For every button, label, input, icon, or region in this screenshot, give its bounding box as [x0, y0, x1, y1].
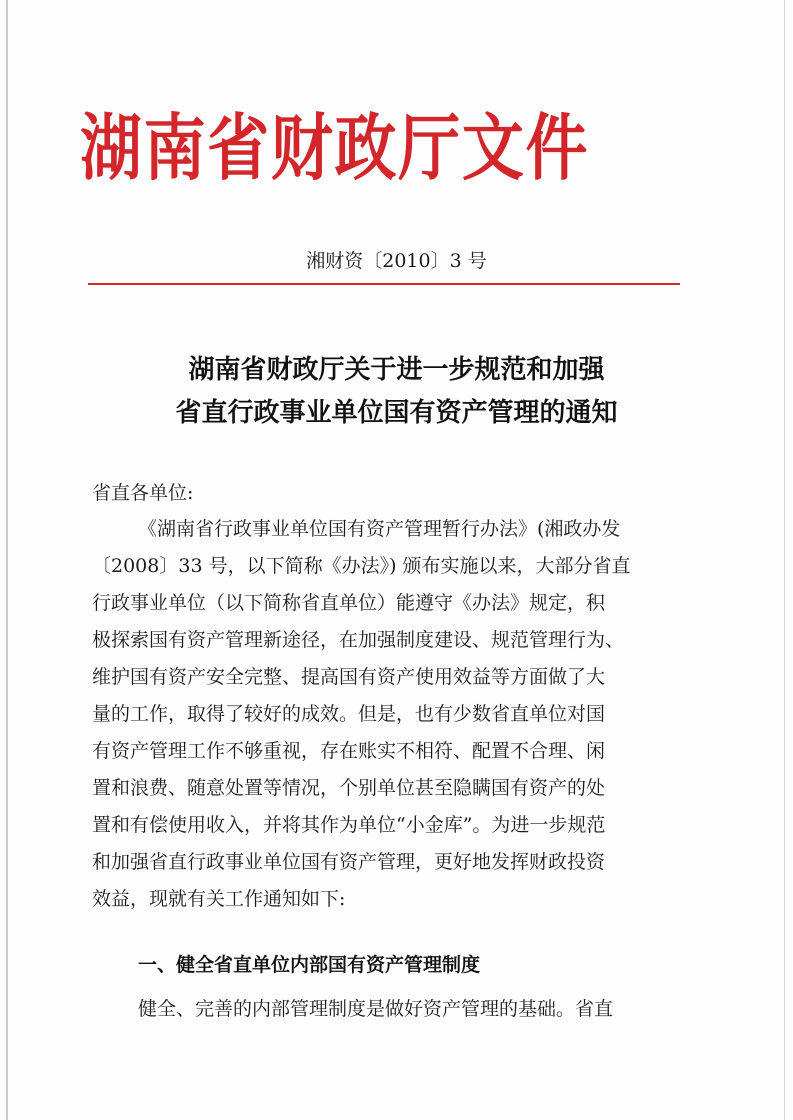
- paragraph1-line: 量的工作，取得了较好的成效。但是，也有少数省直单位对国: [92, 703, 606, 725]
- notice-title-line-2: 省直行政事业单位国有资产管理的通知: [175, 398, 618, 428]
- section-heading-1: 一、健全省直单位内部国有资产管理制度: [138, 954, 481, 976]
- document-number: 湘财资〔2010〕3 号: [306, 250, 487, 272]
- page-edge-right: [784, 0, 785, 1120]
- salutation: 省直各单位:: [92, 482, 194, 504]
- paragraph1-line: 置和有偿使用收入，并将其作为单位“小金库”。为进一步规范: [92, 814, 606, 836]
- notice-title-line-1: 湖南省财政厅关于进一步规范和加强: [188, 355, 605, 385]
- paragraph1-line: 效益，现就有关工作通知如下:: [92, 888, 346, 910]
- paragraph2-line: 健全、完善的内部管理制度是做好资产管理的基础。省直: [138, 998, 614, 1020]
- paragraph1-line: 行政事业单位（以下简称省直单位）能遵守《办法》规定，积: [92, 592, 606, 614]
- paragraph1-line: 有资产管理工作不够重视，存在账实不相符、配置不合理、闲: [92, 740, 606, 762]
- document-header-title: 湖南省财政厅文件: [80, 105, 590, 190]
- page-edge-left: [6, 0, 8, 1120]
- paragraph1-line: 《湖南省行政事业单位国有资产管理暂行办法》(湘政办发: [138, 518, 621, 540]
- paragraph1-line: 和加强省直行政事业单位国有资产管理，更好地发挥财政投资: [92, 851, 606, 873]
- paragraph1-line: 〔2008〕33 号，以下简称《办法》) 颁布实施以来，大部分省直: [92, 555, 631, 577]
- paragraph1-line: 置和浪费、随意处置等情况，个别单位甚至隐瞒国有资产的处: [92, 777, 606, 799]
- paragraph1-line: 维护国有资产安全完整、提高国有资产使用效益等方面做了大: [92, 666, 606, 688]
- paragraph1-line: 极探索国有资产管理新途径，在加强制度建设、规范管理行为、: [92, 629, 625, 651]
- red-divider-line: [88, 283, 680, 285]
